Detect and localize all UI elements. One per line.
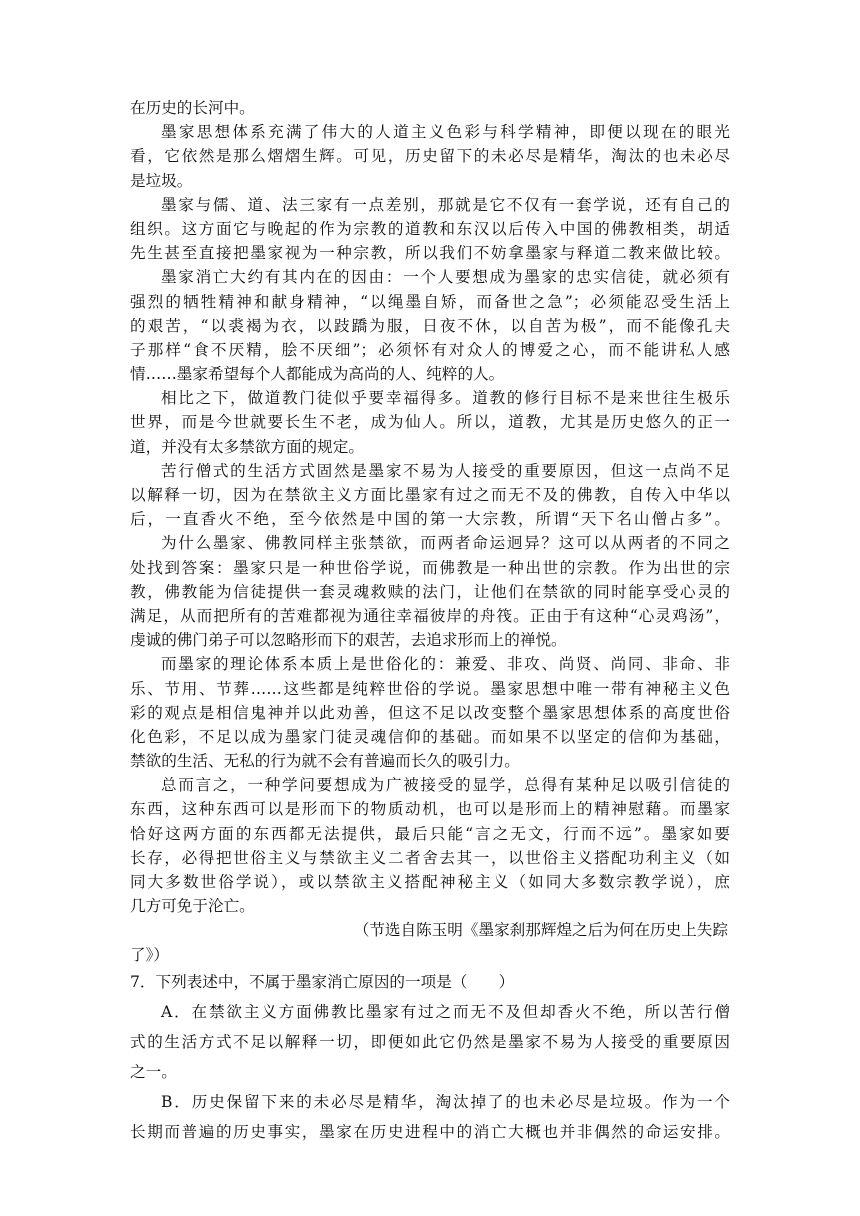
question-options <box>130 997 730 1147</box>
passage-line: 恰好这两方面的东西都无法提供，最后只能“言之无文，行而不远”。墨家如要 <box>130 824 730 843</box>
option-b <box>130 1087 730 1147</box>
passage-line: 乐、节用、节葬……这些都是纯粹世俗的学说。墨家思想中唯一带有神秘主义色 <box>130 679 730 698</box>
passage-line: 总而言之，一种学问要想成为广被接受的显学，总得有某种足以吸引信徒的 <box>161 776 730 795</box>
passage-line: 后，一直香火不绝，至今依然是中国的第一大宗教，所谓“天下名山僧占多”。 <box>130 510 730 529</box>
passage-line: 为什么墨家、佛教同样主张禁欲，而两者命运迥异？这可以从两者的不同之 <box>161 534 730 553</box>
passage-line: 在历史的长河中。 <box>130 99 255 117</box>
option-line: B．历史保留下来的未必尽是精华，淘汰掉了的也未必尽是垃圾。作为一个 <box>161 1092 730 1111</box>
passage <box>130 96 730 918</box>
document-page <box>130 96 730 1147</box>
passage-line: 同大多数世俗学说），或以禁欲主义搭配神秘主义（如同大多数宗教学说），庶 <box>130 873 730 891</box>
passage-line: 的艰苦，“以裘褐为衣，以跂蹻为服，日夜不休，以自苦为极”，而不能像孔夫 <box>130 316 730 335</box>
source-citation-line2: 了》） <box>130 945 169 964</box>
option-line: 长期而普遍的历史事实，墨家在历史进程中的消亡大概也并非偶然的命运安排。 <box>130 1122 730 1141</box>
passage-line: 东西，这种东西可以是形而下的物质动机，也可以是形而上的精神慰藉。而墨家 <box>130 800 730 819</box>
passage-line: 世界，而是今世就要长生不老，成为仙人。所以，道教，尤其是历史悠久的正一 <box>130 413 730 432</box>
passage-line: 是垃圾。 <box>130 171 193 190</box>
passage-line: 化色彩，不足以成为墨家门徒灵魂信仰的基础。而如果不以坚定的信仰为基础， <box>130 727 730 746</box>
passage-line: 强烈的牺牲精神和献身精神，“以绳墨自矫，而备世之急”；必须能忍受生活上 <box>130 292 730 311</box>
option-line: 式的生活方式不足以解释一切，即便如此它仍然是墨家不易为人接受的重要原因 <box>130 1032 730 1051</box>
passage-line: 情……墨家希望每个人都能成为高尚的人、纯粹的人。 <box>130 365 505 384</box>
passage-line: 相比之下，做道教门徒似乎要幸福得多。道教的修行目标不是来世往生极乐 <box>161 389 730 408</box>
option-line: A．在禁欲主义方面佛教比墨家有过之而无不及但却香火不绝，所以苦行僧 <box>161 1002 730 1021</box>
passage-line: 看，它依然是那么熠熠生辉。可见，历史留下的未必尽是精华，淘汰的也未必尽 <box>130 147 730 166</box>
passage-line: 墨家消亡大约有其内在的因由：一个人要想成为墨家的忠实信徒，就必须有 <box>161 268 730 287</box>
question-stem: 7．下列表述中，不属于墨家消亡原因的一项是（ ） <box>130 972 515 991</box>
passage-line: 墨家思想体系充满了伟大的人道主义色彩与科学精神，即便以现在的眼光 <box>161 123 730 142</box>
option-a <box>130 997 730 1087</box>
passage-line: 以解释一切，因为在禁欲主义方面比墨家有过之而无不及的佛教，自传入中华以 <box>130 486 730 504</box>
passage-line: 教，佛教能为信徒提供一套灵魂救赎的法门，让他们在禁欲的同时能享受心灵的 <box>130 582 730 601</box>
passage-line: 先生甚至直接把墨家视为一种宗教，所以我们不妨拿墨家与释道二教来做比较。 <box>130 244 730 263</box>
passage-line: 虔诚的佛门弟子可以忽略形而下的艰苦，去追求形而上的禅悦。 <box>130 631 567 650</box>
passage-line: 禁欲的生活、无私的行为就不会有普遍而长久的吸引力。 <box>130 752 520 771</box>
passage-line: 组织。这方面它与晚起的作为宗教的道教和东汉以后传入中国的佛教相类，胡适 <box>130 219 730 238</box>
passage-line: 道，并没有太多禁欲方面的规定。 <box>130 437 364 456</box>
passage-line: 而墨家的理论体系本质上是世俗化的：兼爱、非攻、尚贤、尚同、非命、非 <box>161 655 730 674</box>
passage-line: 彩的观点是相信鬼神并以此劝善，但这不足以改变整个墨家思想体系的高度世俗 <box>130 703 730 722</box>
passage-line: 子那样“食不厌精，脍不厌细”；必须怀有对众人的博爱之心，而不能讲私人感 <box>130 340 730 359</box>
passage-line: 几方可免于沦亡。 <box>130 897 255 916</box>
option-line: 之一。 <box>130 1062 177 1081</box>
passage-line: 苦行僧式的生活方式固然是墨家不易为人接受的重要原因，但这一点尚不足 <box>161 461 730 480</box>
passage-line: 处找到答案：墨家只是一种世俗学说，而佛教是一种出世的宗教。作为出世的宗 <box>130 558 730 577</box>
passage-line: 墨家与儒、道、法三家有一点差别，那就是它不仅有一套学说，还有自己的 <box>161 195 730 214</box>
source-citation-line1: （节选自陈玉明《墨家刹那辉煌之后为何在历史上失踪 <box>353 921 728 940</box>
passage-line: 满足，从而把所有的苦难都视为通往幸福彼岸的舟筏。正由于有这种“心灵鸡汤”， <box>130 606 730 625</box>
passage-line: 长存，必得把世俗主义与禁欲主义二者舍去其一，以世俗主义搭配功利主义（如 <box>130 848 730 867</box>
